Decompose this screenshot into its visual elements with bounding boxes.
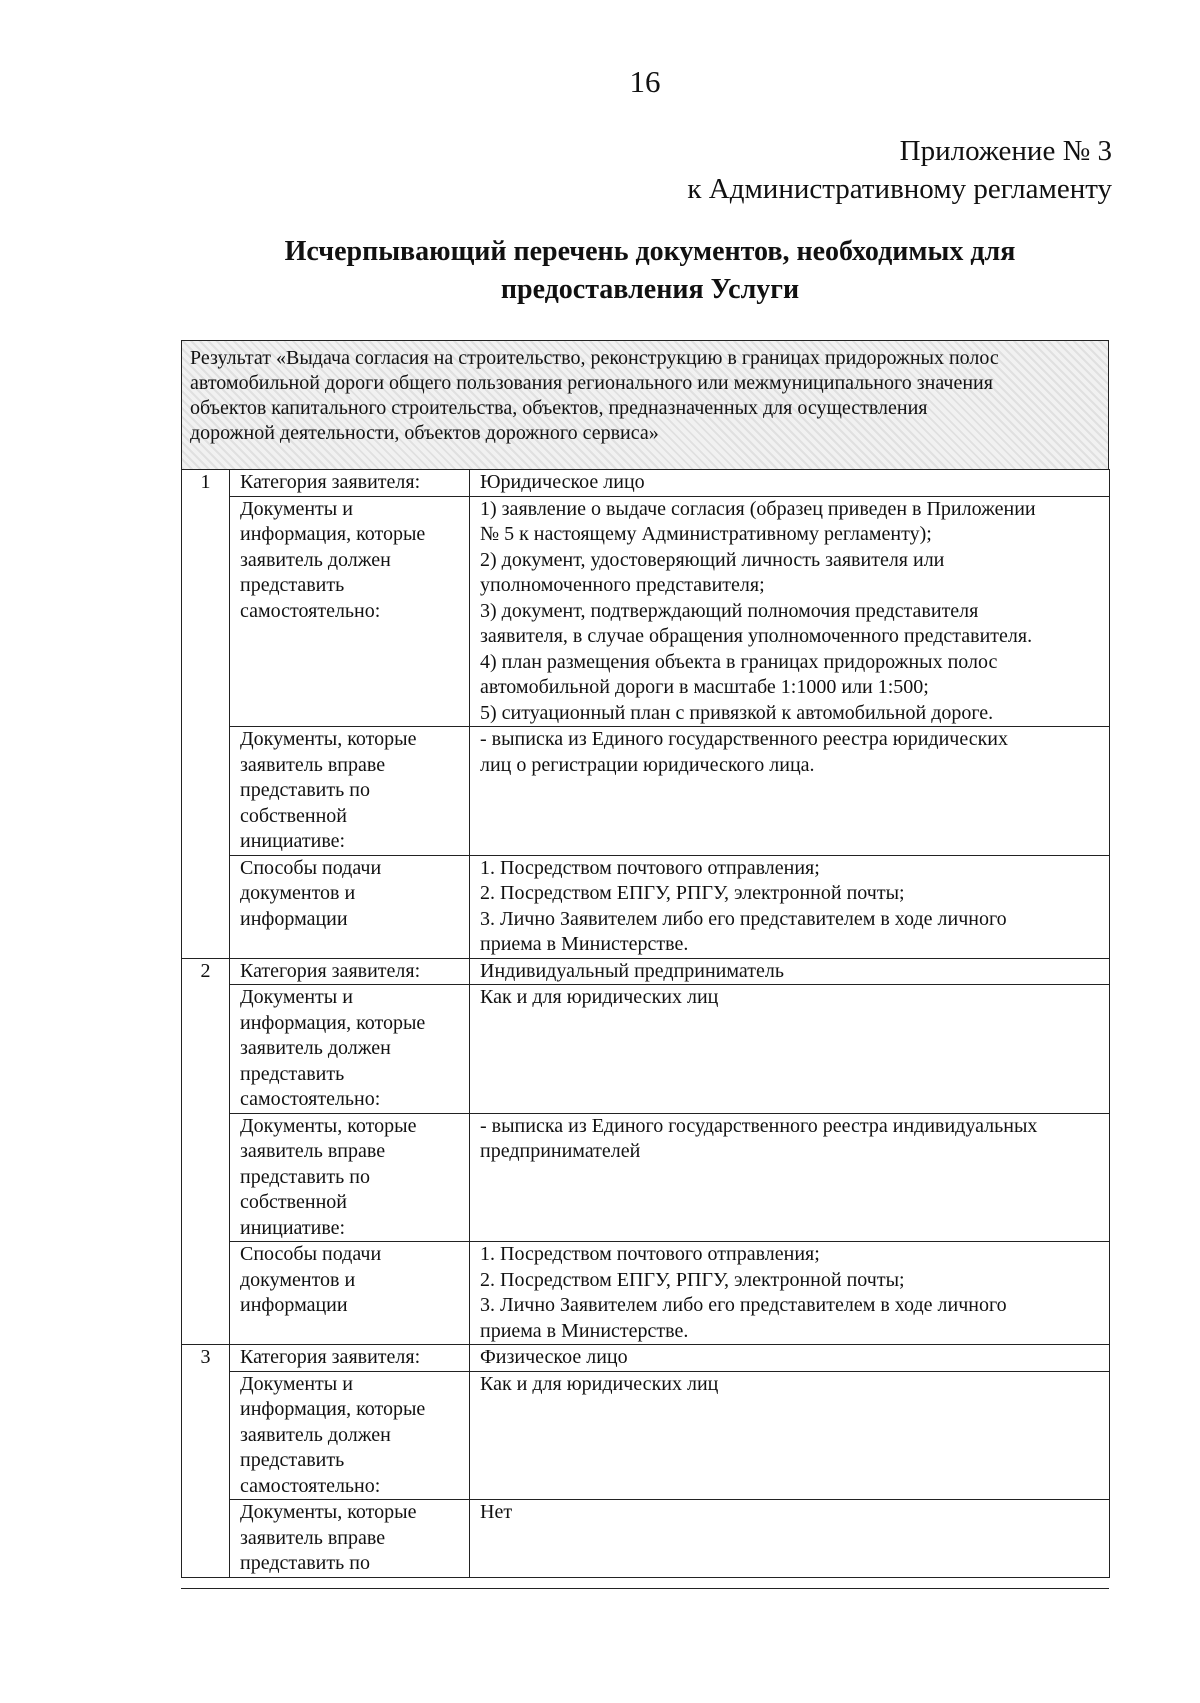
row-value-line: 2. Посредством ЕПГУ, РПГУ, электронной почты; [480,1268,905,1291]
row-value-line: Как и для юридических лиц [480,1372,719,1395]
table-row [182,727,1110,856]
row-label [230,1371,470,1500]
result-line: автомобильной дороги общего пользования регионального или межмуниципального значения [190,372,993,394]
row-label-line: заявитель должен [240,1423,391,1446]
appendix-line: Приложение № 3 [899,135,1112,167]
result-line: объектов капитального строительства, объектов, предназначенных для осуществления [190,397,928,419]
row-value [470,1242,1110,1345]
row-value-line: 2. Посредством ЕПГУ, РПГУ, электронной почты; [480,882,905,904]
row-label [230,1113,470,1242]
category-value: Индивидуальный предприниматель [470,958,1110,985]
row-value [470,496,1110,727]
row-value-line: Как и для юридических лиц [480,986,719,1008]
row-label-line: информации [240,1294,348,1316]
appendix-reference [687,132,1112,208]
row-value-line: - выписка из Единого государственного реестра юридических [480,728,1009,750]
row-label-line: Документы, которые [240,1501,417,1523]
row-label-line: собственной [240,1191,347,1213]
category-row [182,958,1110,985]
table-row [182,1500,1110,1578]
row-label-line: информация, которые [240,1011,426,1034]
row-label-line: представить по [240,1165,370,1188]
title-line: предоставления Услуги [500,274,800,305]
row-label-line: Документы, которые [240,728,417,750]
row-value-line: лиц о регистрации юридического лица. [480,753,815,776]
title-line: Исчерпывающий перечень документов, необходимых для [284,236,1016,267]
row-value [470,1500,1110,1578]
page-number: 16 [629,64,661,99]
row-label [230,727,470,856]
result-header [181,340,1109,469]
row-value-line: 3. Лично Заявителем либо его представителем в ходе личного [480,1294,1007,1316]
row-value-line: 5) ситуационный план с привязкой к автомобильной дороге. [480,701,994,724]
document-title [150,233,1150,309]
row-label [230,1242,470,1345]
category-label: Категория заявителя: [230,958,470,985]
group-number: 1 [182,470,230,959]
row-label-line: информация, которые [240,523,426,545]
row-label-line: документов и [240,882,356,904]
row-label-line: Документы, которые [240,1114,417,1137]
table-row [182,1242,1110,1345]
row-label [230,855,470,958]
row-label-line: Документы и [240,986,353,1008]
row-value [470,1371,1110,1500]
row-value-line: Нет [480,1501,513,1523]
row-label-line: заявитель должен [240,548,391,571]
result-line: Результат «Выдача согласия на строительство, реконструкцию в границах придорожных полос [190,347,999,369]
row-label-line: самостоятельно: [240,1088,381,1110]
table-row [182,1113,1110,1242]
documents-table [181,469,1110,1578]
group-number: 3 [182,1345,230,1578]
row-label-line: заявитель должен [240,1037,391,1059]
row-label-line: заявитель вправе [240,753,386,776]
category-label: Категория заявителя: [230,1345,470,1372]
category-label: Категория заявителя: [230,470,470,497]
row-label-line: представить по [240,1552,370,1574]
row-label-line: Документы и [240,497,353,520]
row-value [470,727,1110,856]
row-value-line: 2) документ, удостоверяющий личность заявителя или [480,548,945,571]
row-value-line: 3. Лично Заявителем либо его представителем в ходе личного [480,907,1007,930]
row-label-line: Способы подачи [240,856,382,879]
row-label-line: Документы и [240,1372,353,1395]
row-label-line: инициативе: [240,830,346,852]
row-label [230,496,470,727]
row-label-line: заявитель вправе [240,1526,386,1549]
table-row [182,1371,1110,1500]
row-value-line: автомобильной дороги в масштабе 1:1000 или 1:500; [480,676,929,698]
row-value-line: 1) заявление о выдаче согласия (образец приведен в Приложении [480,497,1036,520]
row-label-line: самостоятельно: [240,599,381,622]
row-label-line: представить [240,1062,345,1085]
row-label-line: представить по [240,779,370,801]
row-label-line: документов и [240,1268,356,1291]
row-value [470,985,1110,1114]
category-value: Физическое лицо [470,1345,1110,1372]
appendix-line: к Административному регламенту [687,173,1112,205]
row-label-line: инициативе: [240,1216,346,1239]
row-value-line: заявителя, в случае обращения уполномоченного представителя. [480,625,1033,647]
row-value-line: приема в Министерстве. [480,933,689,955]
table-row [182,985,1110,1114]
category-row [182,470,1110,497]
row-label-line: представить [240,1449,345,1471]
row-label-line: информация, которые [240,1398,426,1420]
row-value [470,855,1110,958]
row-value [470,1113,1110,1242]
row-label-line: Способы подачи [240,1243,382,1265]
row-label [230,985,470,1114]
row-value-line: № 5 к настоящему Административному регламенту); [480,523,932,545]
row-label [230,1500,470,1578]
row-value-line: 3) документ, подтверждающий полномочия представителя [480,599,979,622]
row-value-line: 1. Посредством почтового отправления; [480,1243,820,1265]
page-bottom-border [181,1588,1109,1589]
row-label-line: собственной [240,804,347,827]
table-row [182,855,1110,958]
row-label-line: заявитель вправе [240,1140,386,1162]
row-value-line: приема в Министерстве. [480,1319,689,1342]
group-number: 2 [182,958,230,1345]
row-label-line: самостоятельно: [240,1474,381,1497]
row-value-line: - выписка из Единого государственного реестра индивидуальных [480,1114,1038,1137]
row-label-line: информации [240,907,348,930]
row-value-line: предпринимателей [480,1140,641,1162]
row-value-line: 1. Посредством почтового отправления; [480,856,820,879]
category-value: Юридическое лицо [470,470,1110,497]
result-line: дорожной деятельности, объектов дорожного сервиса» [190,422,659,444]
table-row [182,496,1110,727]
row-value-line: уполномоченного представителя; [480,574,765,596]
row-label-line: представить [240,574,345,596]
category-row [182,1345,1110,1372]
row-value-line: 4) план размещения объекта в границах придорожных полос [480,650,998,673]
